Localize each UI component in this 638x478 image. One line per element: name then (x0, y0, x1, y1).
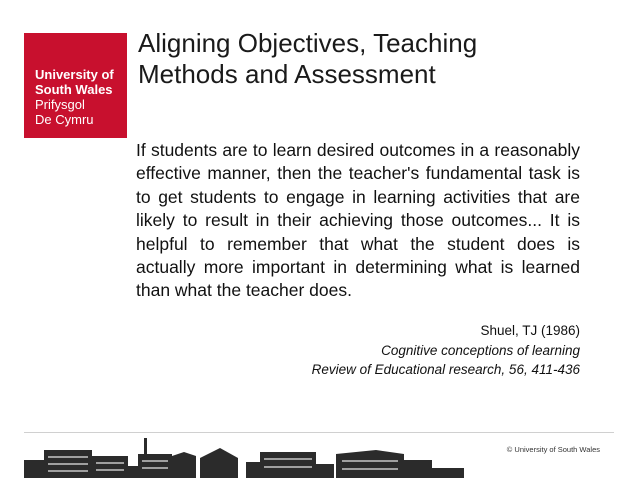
slide-title-line-2: Methods and Assessment (138, 59, 436, 89)
quote-text: If students are to learn desired outcomes in a reasonably effective manner, then the teacher's fundamental task is to get students to engage in learning activities that are likely to result in their achieving those outcomes... It is helpful to remember that what the student does is actually more important in determining what is learned than what the teacher does. (136, 140, 580, 301)
logo-text-line-4: De Cymru (35, 112, 94, 127)
copyright-notice: © University of South Wales (506, 445, 600, 454)
slide-title-line-1: Aligning Objectives, Teaching (138, 28, 478, 58)
logo-text-line-2: South Wales (35, 82, 113, 97)
slide-title (138, 28, 608, 90)
citation-author: Shuel, TJ (1986) (480, 323, 580, 338)
citation (312, 321, 580, 380)
logo-text-line-3: Prifysgol (35, 97, 85, 112)
university-logo (24, 33, 127, 138)
citation-work: Cognitive conceptions of learning (381, 342, 580, 358)
logo-text-line-1: University of (35, 67, 114, 82)
citation-journal: Review of Educational research, 56, 411-436 (311, 362, 580, 377)
footer-divider (24, 432, 614, 433)
campus-skyline-graphic (24, 436, 464, 478)
